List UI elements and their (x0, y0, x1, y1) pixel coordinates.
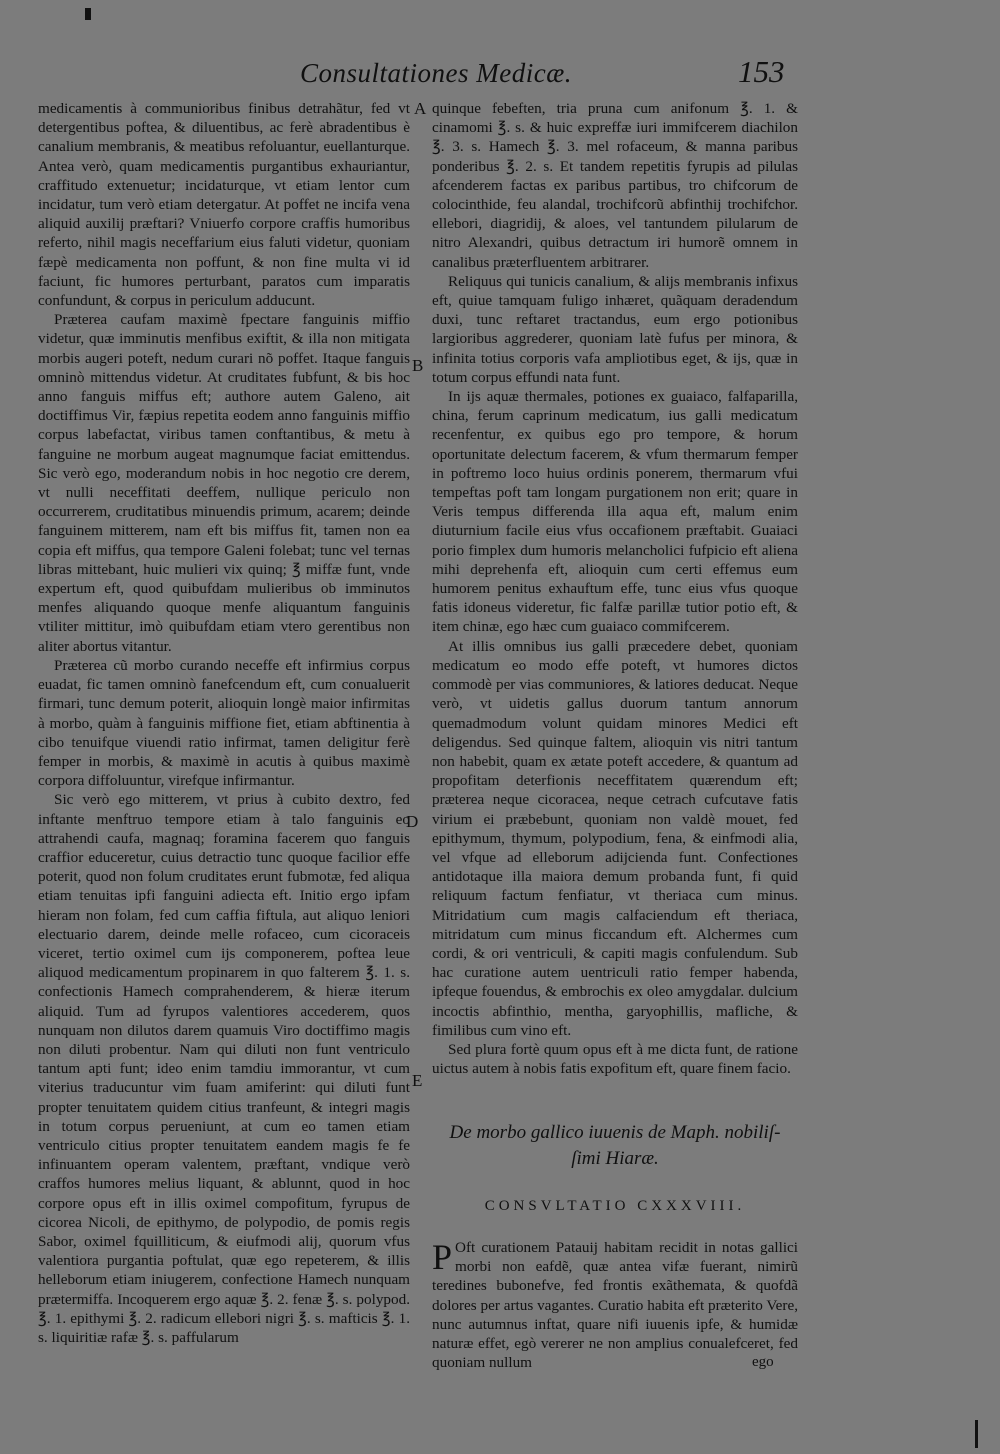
drop-cap: P (432, 1237, 453, 1277)
left-paragraph-4: Sic verò ego mitterem, vt prius à cubito dextro, fed inftante menftruo tempore etiam à talo fanguinis eo attrahendi caufa, magnaq; foramina facerem quo fanguis craffior educeretur, cuius detractio tunc quoque facilior effe poterit, quod non folum cruditates erunt fubmotæ, fed aliqua etiam tenuitas ipfi fanguini adiecta eft. Initio ergo ipfam hieram non folam, fed cum caffia fiftula, aut aliquo leniori electuario darem, deinde melle rofaceo, cum cicoraceis viceret, tertio oximel cum ijs componerem, poftea leue aliquod medicamentum propinarem in quo falterem ℥. 1. s. confectionis Hamech comprahenderem, & hieræ iterum aliquid. Tum ad fyrupos valentiores accederem, quos nunquam non dilutos darem quamuis Viro doctiffimo magis non diluti probentur. Nam qui diluti non funt ventriculo tantum apti funt; ideo enim tamdiu immorantur, vt cum viterius traducuntur vim fuam amiferint: qui diluti funt propter tenuitatem quidem citius tranfeunt, & integri magis in totum corpus perueniunt, at cum eo tamen etiam ventriculo citius propter tenuitatem eandem magis fe fe infinuantem operam valentem, præftant, vndique verò craffos humores melius liquant, & ablunnt, quod in hoc corpore opus eft in illis oximel compofitum, fyrupus de cicorea Nicoli, de epithymo, de polypodio, de pomis regis Sabor, oximel fquilliticum, & eiufmodi alij, quorum vfus valentiora purgantia poftulat, quæ ego repeterem, & illis helleborum etiam iniugerem, confectione Hamech nunquam prætermiffa. Incoquerem ergo aquæ ℥. 2. fenæ ℥. s. polypod. ℥. 1. epithymi ℥. 2. radicum ellebori nigri ℥. s. mafticis ℥. 1. s. liquiritiæ rafæ ℥. s. paffularum (38, 791, 410, 1346)
right-paragraph-4: At illis omnibus ius galli præcedere debet, quoniam medicatum eo modo effe poteft, vt humores dictos commodè per vias communiores, & latiores deducat. Neque verò, vt uidetis gallus duorum tantum annorum quemadmodum volunt quidam minores Medici eft deligendus. Sed quinque faltem, alioquin vis nitri tantum non habebit, quam ex ætate poteft accedere, & quantum ad propofitam deterfionis neceffitatem quærendum eft; præterea neque cicoracea, neque cetrach cufcutave fatis virium ei præbebunt, quoniam non valdè mouet, fed epithymum, thymum, polypodium, fena, & einfmodi alia, vel vfque ad elleborum adijcienda funt. Confectiones antidotaque illa maiora demum probanda funt, fi quid reliquum factum fenfiatur, vt theriaca cum minus. Mitridatium cum magis calfaciendum eft theriaca, mitridatum cum minus ficcandum eft. Alchermes cum cordi, & ori ventriculi, & capiti magis confulendum. Sub hac curatione autem uentriculi ratio femper habenda, ipfeque fouendus, & embrochis ex oleo amygdalar. dulcium incoctis abfinthio, mentha, garyophillis, mafliche, & fimilibus cum vino eft. (432, 637, 798, 1039)
left-paragraph-2: Præterea caufam maximè fpectare fanguinis miffio videtur, quæ imminutis menfibus exiftit, & illa non mitigata morbis augeri poteft, nedum curari nõ poffet. Itaque fanguis omninò mittendus videtur. At cruditates fubfunt, & bis hoc anno fanguis miffus eft; authore autem Galeno, ait doctiffimus Vir, fæpius repetita eodem anno fanguinis miffio corpus labefactat, viribus tamen conftantibus, & metu à fanguine ne morbum augeat magnumque faciat emittendus. Sic verò ego, moderandum nobis in hoc negotio cre derem, vt nulli neceffitati deeffem, nullique periculo non occurrerem, cruditatibus minuendis primum, acarem; deinde fanguinem mitterem, nam eft bis miffus fit, tamen non ea copia eft miffus, qua tempore Galeni folebat; tunc vel ternas libras mittebant, huic mulieri vix quinq; ℥ miffæ funt, vnde expertum eft, quod quibufdam mulieribus ob imminutos menfes aliquando quoque menfe aliquantum fanguinis vtiliter mittitur, imò quibufdam etiam vtero gerentibus non aliter abortus vitantur. (38, 311, 410, 655)
margin-letter-e: E (412, 1071, 423, 1090)
margin-letter-d: D (406, 812, 419, 831)
right-column (432, 99, 798, 1078)
section-heading-line-2: ſimi Hiaræ. (571, 1148, 659, 1169)
edge-mark (975, 1420, 978, 1448)
margin-letter-b: B (412, 356, 424, 375)
page-number: 153 (738, 54, 785, 89)
consultatio-body (432, 1238, 798, 1372)
catchword: ego (752, 1354, 774, 1370)
right-paragraph-3: In ijs aquæ thermales, potiones ex guaiaco, falfaparilla, china, ferum caprinum medicatum, ius galli medicatum recenfentur, ex quibus ego pro tempore, & horum oportunitate delectum facerem, & vfum thermarum femper in poftremo loco huius ordinis ponerem, thermarum vfui tempeftas poft tam longam purgationem non erit; quare in Veris tempus differenda illa aqua eft, malum enim diuturnium facile eius vfus occafionem præftabit. Guaiaci porio fimplex dum humoris melancholici fufpicio eft aliena mihi deprehenfa eft, alioquin cum certi effemus eum humorem penitus exhauftum effe, tunc eius vfus quoque fatis idoneus videretur, fic falfæ parillæ tutior potio eft, & item chinæ, ego hæc cum guaiaco commifcerem. (432, 388, 798, 636)
left-paragraph-1: medicamentis à communioribus finibus detrahãtur, fed vt detergentibus poftea, & diluentibus, ac ferè abradentibus è canalium membranis, & meatibus refoluantur, euellanturque. Antea verò, quam medicamentis purgantibus exhauriantur, craffitudo extenuetur; incidaturque, vt etiam lentor cum incidatur, tum verò etiam detergatur. At poffet ne incifa vena aliquid auxilij præftari? Vniuerfo corpore craffis humoribus referto, nihil magis neceffarium eius faluti videtur, quoniam fæpè medicamenta non poffunt, & non fine multa vi id faciunt, fic humores perturbant, paratos cum imparatis confundunt, & corpus in periculum adducunt. (38, 100, 410, 310)
right-paragraph-1: quinque febeften, tria pruna cum anifonum ℥. 1. & cinamomi ℥. s. & huic expreffæ iuri immifcerem diachilon ℥. 3. s. Hamech ℥. 3. mel rofaceum, & manna paribus ponderibus ℥. 2. s. Et tandem repetitis fyrupis ad pilulas afcenderem factas ex paribus partibus, tro chifcorum de colocinthide, feu alandal, trochifcorũ abfinthij trochifchor. ellebori, diagridij, & aloes, vel tantundem pilularum de nitro Alexandri, quibus detractum iri humorẽ omnem in canalibus præterfluentem arbitrarer. (432, 100, 798, 271)
consultatio-label: CONSVLTATIO CXXXVIII. (484, 1198, 746, 1214)
margin-letter-a: A (414, 99, 427, 118)
running-head (0, 52, 1000, 98)
section-heading-line-1: De morbo gallico iuuenis de Maph. nobiliſ- (449, 1122, 781, 1143)
consultatio-text: Oft curationem Patauij habitam recidit in notas gallici morbi non eafdẽ, quæ antea vifæ fuerant, nimirũ teredines bubonefve, fed frontis exãthemata, & quofdã dolores per artus vagantes. Curatio habita eft præterito Vere, nunc autumnus inftat, quare nifi iuuenis ipfe, & humidæ naturæ effet, egò vererer ne non amplius conualefceret, fed quoniam nullum (432, 1239, 798, 1372)
ink-speck (85, 8, 91, 20)
section-heading (432, 1120, 798, 1172)
right-paragraph-2: Reliquus qui tunicis canalium, & alijs membranis infixus eft, quiue tamquam fuligo inhæret, quãquam deradendum duxi, tunc reftaret tractandus, eum ergo potionibus largioribus aggrederer, quoniam latè fufus per minora, & infinita totius corporis vafa ampliotibus eget, & ijs, quæ in totum corpus effundi nata funt. (432, 272, 798, 386)
left-column (38, 99, 410, 1347)
right-paragraph-5: Sed plura fortè quum opus eft à me dicta funt, de ratione uictus autem à nobis fatis expofitum eft, quare finem facio. (432, 1040, 798, 1078)
left-paragraph-3: Præterea cũ morbo curando neceffe eft infirmius corpus euadat, fic tamen omninò fanefcendum eft, cum conualuerit firmari, tunc demum poterit, alioquin longè maior infirmitas à morbo, quàm à fanguinis miffione fiet, etiam abftinentia à cibo tenuifque viuendi ratio infirmat, tamen deligitur ferè femper in morbis, & maximè in acutis à quibus maximè corpora diffoluuntur, virefque infirmantur. (38, 656, 410, 790)
running-title: Consultationes Medicæ. (300, 58, 572, 88)
